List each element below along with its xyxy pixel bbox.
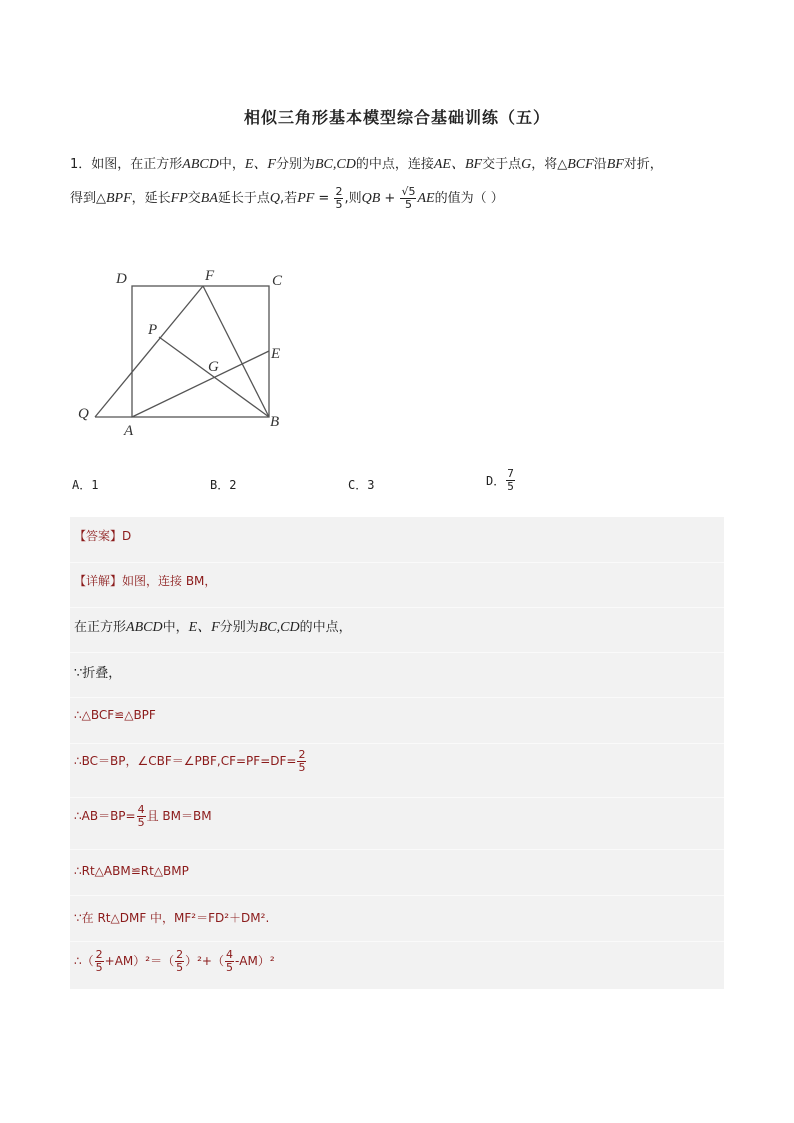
- text: 的值为（ ）: [434, 191, 504, 206]
- text: 在正方形: [74, 620, 127, 635]
- option-b[interactable]: B．2: [210, 478, 237, 492]
- text: +: [380, 191, 400, 206]
- text: 中，: [162, 620, 189, 635]
- math: Q: [269, 191, 281, 206]
- option-d[interactable]: [486, 468, 516, 493]
- math: BCF: [567, 157, 594, 172]
- text: 的中点，连接: [355, 157, 434, 172]
- label-e: E: [271, 346, 281, 362]
- answer-label: 【答案】D: [74, 529, 132, 543]
- denominator: 5: [298, 761, 306, 774]
- solution-line-9: ∵在 Rt△DMF 中，MF²＝FD²＋DM².: [74, 911, 270, 925]
- text: 分别为: [219, 620, 259, 635]
- text: ,则: [344, 191, 362, 206]
- fraction: [334, 186, 343, 211]
- fraction: [175, 949, 184, 974]
- math: AE: [417, 191, 435, 206]
- numerator: 4: [137, 803, 145, 816]
- text: 对折，: [623, 157, 663, 172]
- text: 延长于点: [217, 191, 270, 206]
- divider: [70, 652, 724, 653]
- divider: [70, 607, 724, 608]
- denominator: 5: [176, 961, 184, 974]
- divider: [70, 941, 724, 942]
- text: 沿: [593, 157, 607, 172]
- math: FP: [170, 191, 188, 206]
- fraction: [225, 949, 234, 974]
- math: ABCD: [126, 620, 163, 635]
- option-d-label: D．: [486, 474, 506, 488]
- segment-fb: [203, 286, 269, 417]
- text: 的中点，: [299, 620, 352, 635]
- numerator: 2: [335, 185, 343, 198]
- text: 中，: [218, 157, 245, 172]
- numerator: 2: [95, 948, 103, 961]
- divider: [70, 895, 724, 896]
- label-a: A: [124, 423, 134, 439]
- denominator: 5: [137, 816, 145, 829]
- divider: [70, 797, 724, 798]
- text: ，将△: [531, 157, 568, 172]
- text: ，延长: [131, 191, 171, 206]
- math: ABCD: [182, 157, 219, 172]
- math: PF: [297, 191, 315, 206]
- solution-line-7: [74, 804, 212, 829]
- text: ∴AB＝BP=: [74, 809, 136, 823]
- fraction: [297, 749, 306, 774]
- option-a[interactable]: A．1: [72, 478, 99, 492]
- divider: [70, 697, 724, 698]
- math: QB: [361, 191, 381, 206]
- math: BA: [200, 191, 218, 206]
- text: =: [314, 191, 334, 206]
- label-f: F: [205, 268, 215, 284]
- solution-line-3: [74, 616, 352, 636]
- math: E、F: [188, 620, 220, 635]
- math: BPF: [106, 191, 132, 206]
- fraction: [137, 804, 146, 829]
- numerator: 2: [176, 948, 184, 961]
- numerator: 7: [507, 467, 514, 480]
- math: G: [521, 157, 532, 172]
- divider: [70, 849, 724, 850]
- math: BC,CD: [258, 620, 300, 635]
- math: BC,CD: [315, 157, 356, 172]
- fraction: [95, 949, 104, 974]
- divider: [70, 743, 724, 744]
- text: ,若: [280, 191, 298, 206]
- fraction: [400, 186, 416, 211]
- question-line-2: [70, 186, 504, 211]
- numerator: √5: [401, 185, 416, 198]
- divider: [70, 562, 724, 563]
- label-b: B: [270, 414, 280, 430]
- label-g: G: [208, 359, 219, 375]
- text: -AM）²: [234, 954, 275, 968]
- text: ）²+（: [185, 954, 224, 968]
- label-d: D: [116, 271, 127, 287]
- solution-line-10: [74, 949, 275, 974]
- solution-intro: 【详解】如图，连接 BM，: [74, 574, 217, 588]
- text: 得到△: [70, 191, 106, 206]
- text: +AM）²＝（: [104, 954, 175, 968]
- math: BF: [606, 157, 624, 172]
- segment-qf: [95, 286, 203, 417]
- denominator: 5: [507, 480, 514, 493]
- text: 分别为: [275, 157, 315, 172]
- label-q: Q: [78, 406, 89, 422]
- text: ∴（: [74, 954, 94, 968]
- solution-line-8: ∴Rt△ABM≌Rt△BMP: [74, 864, 189, 878]
- numerator: 2: [298, 748, 306, 761]
- math: AE、BF: [433, 157, 483, 172]
- denominator: 5: [95, 961, 103, 974]
- math: E、F: [244, 157, 276, 172]
- denominator: 5: [225, 961, 233, 974]
- text: 如图，在正方形: [91, 157, 183, 172]
- denominator: 5: [335, 198, 343, 211]
- square-abcd: [132, 286, 269, 417]
- solution-line-6: [74, 749, 307, 774]
- question-number: 1．: [70, 157, 92, 172]
- text: 且 BM＝BM: [146, 809, 212, 823]
- label-p: P: [148, 322, 158, 338]
- question-line-1: [70, 155, 663, 175]
- answer-panel: [70, 517, 724, 989]
- numerator: 4: [225, 948, 233, 961]
- option-c[interactable]: C．3: [348, 478, 375, 492]
- page-title: 相似三角形基本模型综合基础训练（五）: [243, 108, 550, 127]
- denominator: 5: [404, 198, 412, 211]
- solution-line-4: ∵折叠，: [74, 666, 122, 681]
- text: 交于点: [482, 157, 522, 172]
- text: 交: [187, 191, 201, 206]
- text: ∴BC＝BP，∠CBF＝∠PBF,CF=PF=DF=: [74, 754, 297, 768]
- segment-ae: [132, 351, 269, 417]
- geometry-figure: [70, 260, 300, 440]
- label-c: C: [272, 273, 283, 289]
- fraction: [506, 468, 515, 493]
- solution-line-5: ∴△BCF≌△BPF: [74, 708, 156, 722]
